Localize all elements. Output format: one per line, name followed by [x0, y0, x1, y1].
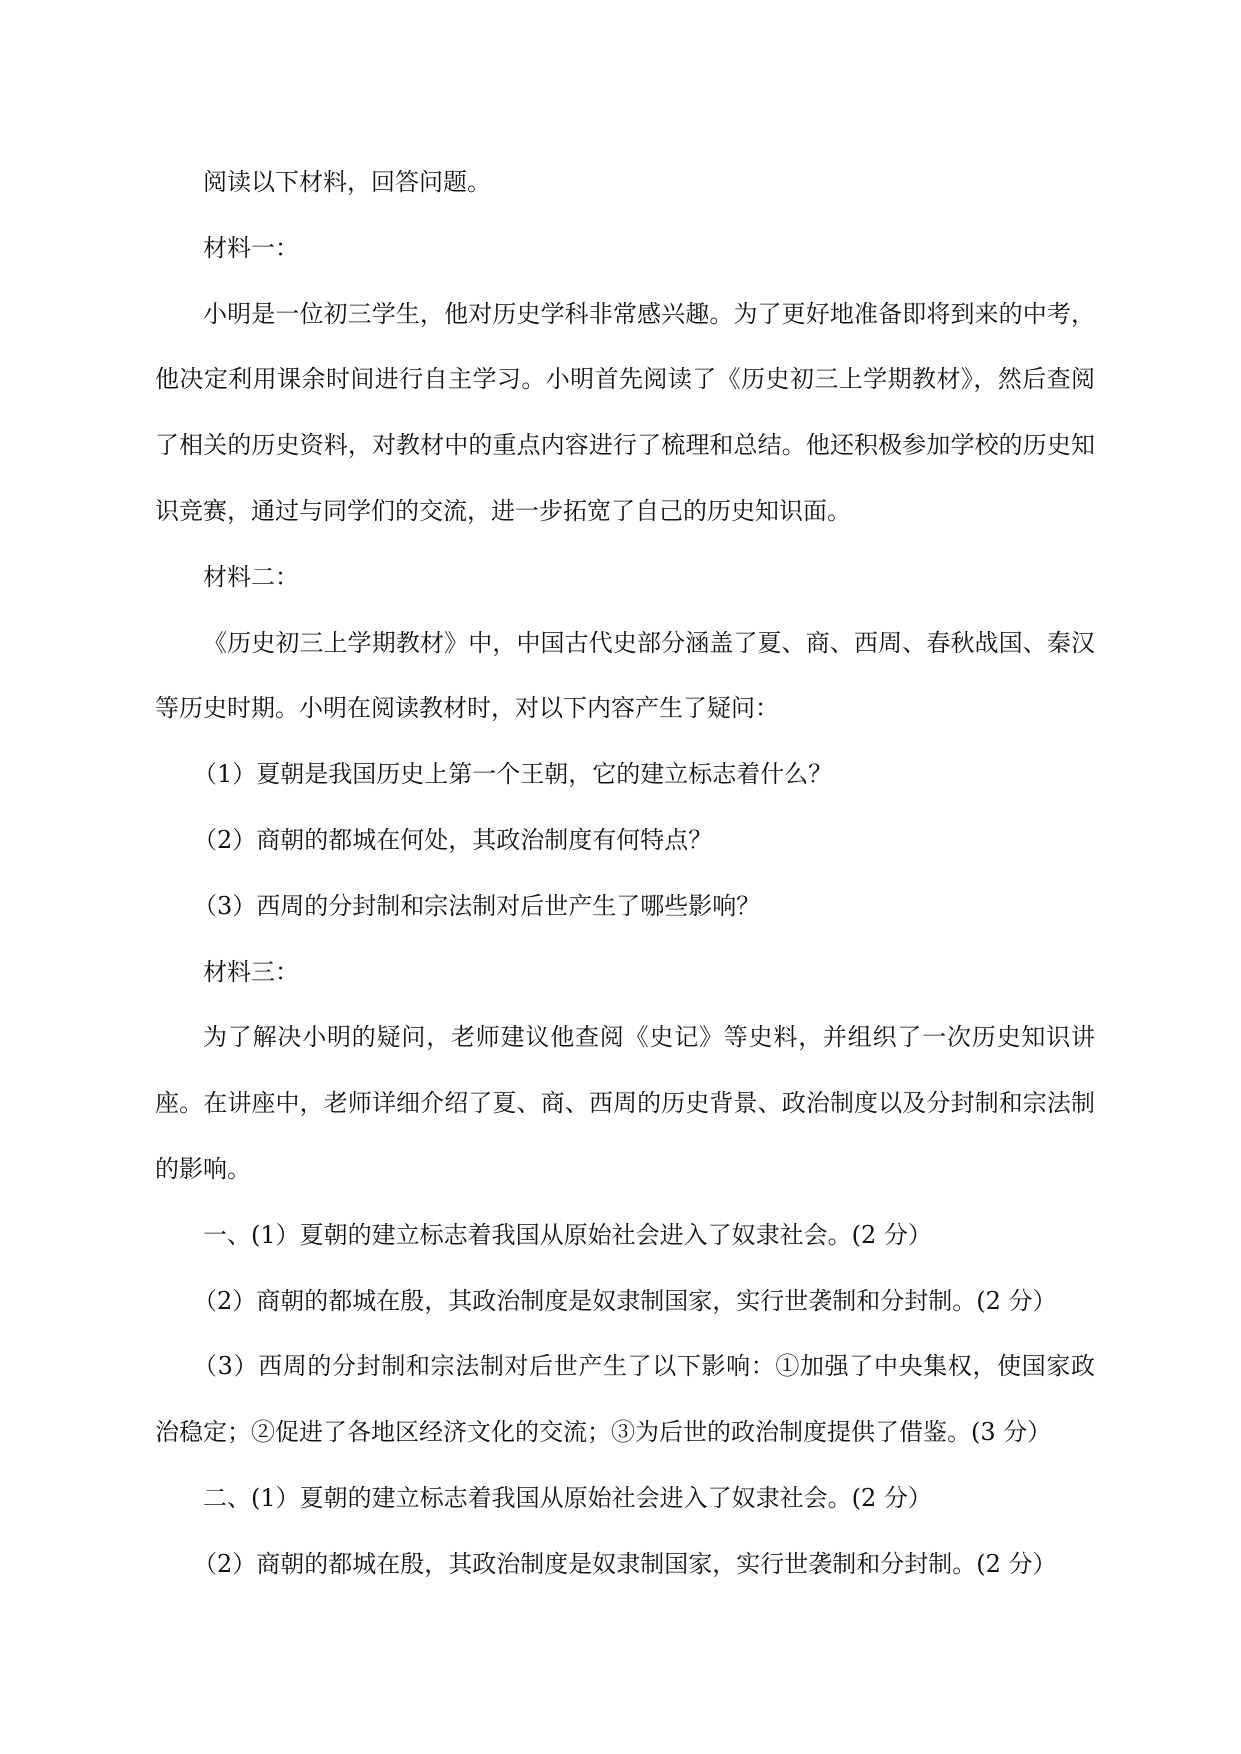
material-1-paragraph: 小明是一位初三学生，他对历史学科非常感兴趣。为了更好地准备即将到来的中考，他决定利用课余时间进行自主学习。小明首先阅读了《历史初三上学期教材》，然后查阅了相关的历史资料，对教材中的重点内容进行了梳理和总结。他还积极参加学校的历史知识竞赛，通过与同学们的交流，进一步拓宽了自己的历史知识面。	[155, 299, 1095, 525]
answer-1-1: 一、(1）夏朝的建立标志着我国从原始社会进入了奴隶社会。(2 分）	[203, 1220, 932, 1249]
material-1-heading: 材料一：	[203, 233, 299, 262]
question-1: （1）夏朝是我国历史上第一个王朝，它的建立标志着什么？	[193, 760, 833, 789]
question-2: （2）商朝的都城在何处，其政治制度有何特点？	[193, 825, 713, 854]
material-3-paragraph: 为了解决小明的疑问，老师建议他查阅《史记》等史料，并组织了一次历史知识讲座。在讲座中，老师详细介绍了夏、商、西周的历史背景、政治制度以及分封制和宗法制的影响。	[155, 1023, 1095, 1183]
question-3: （3）西周的分封制和宗法制对后世产生了哪些影响？	[193, 891, 761, 920]
answer-1-3: （3）西周的分封制和宗法制对后世产生了以下影响：①加强了中央集权，使国家政治稳定；②促进了各地区经济文化的交流；③为后世的政治制度提供了借鉴。(3 分）	[155, 1352, 1095, 1447]
material-2-paragraph: 《历史初三上学期教材》中，中国古代史部分涵盖了夏、商、西周、春秋战国、秦汉等历史时期。小明在阅读教材时，对以下内容产生了疑问：	[155, 628, 1095, 723]
document-body	[155, 150, 1095, 1598]
answer-2-2: （2）商朝的都城在殷，其政治制度是奴隶制国家，实行世袭制和分封制。(2 分）	[193, 1549, 1057, 1578]
material-3-heading: 材料三：	[203, 957, 299, 986]
answer-2-1: 二、(1）夏朝的建立标志着我国从原始社会进入了奴隶社会。(2 分）	[203, 1483, 932, 1512]
answer-1-2: （2）商朝的都城在殷，其政治制度是奴隶制国家，实行世袭制和分封制。(2 分）	[193, 1286, 1057, 1315]
material-2-heading: 材料二：	[203, 562, 299, 591]
instruction-paragraph: 阅读以下材料，回答问题。	[203, 168, 491, 196]
